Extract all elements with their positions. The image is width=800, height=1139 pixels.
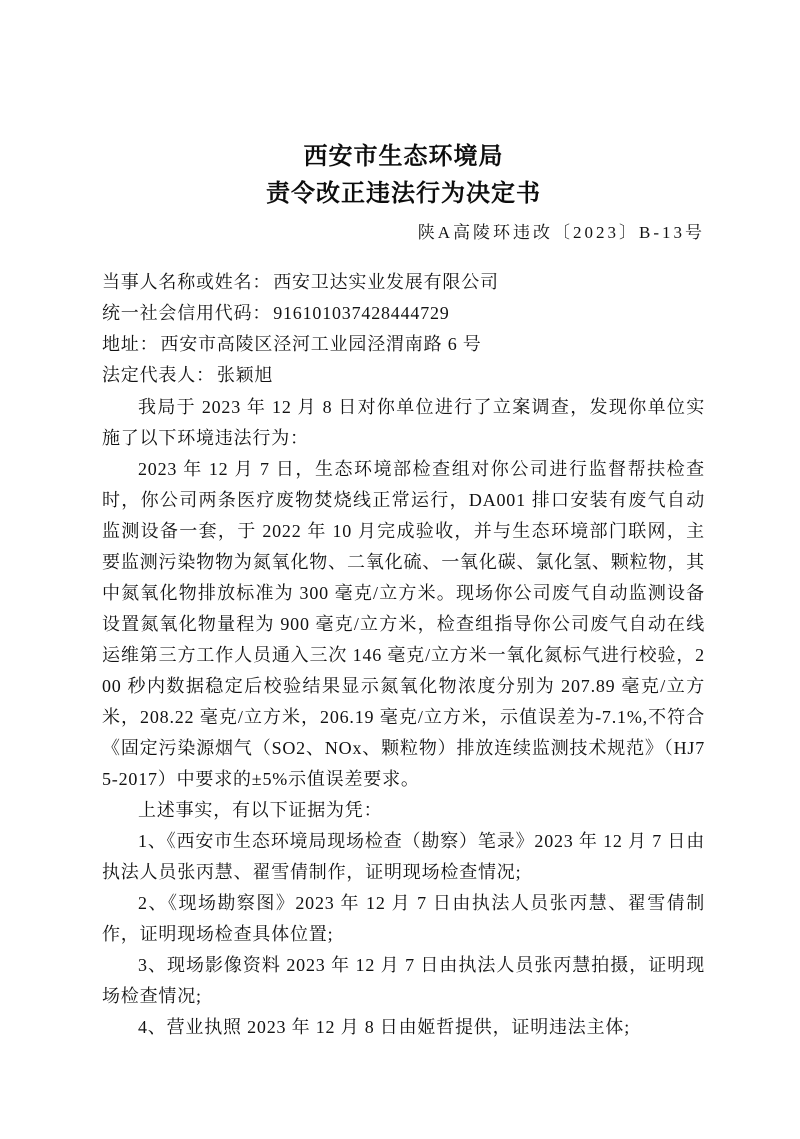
evidence-item-1: 1、《西安市生态环境局现场检查（勘察）笔录》2023 年 12 月 7 日由执法人员张丙慧、翟雪倩制作，证明现场检查情况; (102, 831, 705, 882)
evidence-item-2: 2、《现场勘察图》2023 年 12 月 7 日由执法人员张丙慧、翟雪倩制作，证明现场检查具体位置; (102, 893, 705, 944)
party-info-section (102, 267, 705, 391)
field-party-name (102, 267, 705, 298)
field-label: 当事人名称或姓名： (102, 272, 272, 292)
evidence-item-4: 4、营业执照 2023 年 12 月 8 日由姬哲提供，证明违法主体; (138, 1017, 630, 1037)
document-number: 陕A高陵环违改〔2023〕B-13号 (417, 223, 705, 242)
field-value: 张颖旭 (216, 365, 274, 385)
field-value: 西安市高陵区泾河工业园泾渭南路 6 号 (160, 334, 482, 354)
field-value: 916101037428444729 (273, 303, 450, 323)
field-label: 统一社会信用代码： (102, 303, 272, 323)
evidence-item-3: 3、现场影像资料 2023 年 12 月 7 日由执法人员张丙慧拍摄，证明现场检查情况; (102, 955, 705, 1006)
document-body (102, 392, 705, 1043)
field-label: 地址： (102, 334, 159, 354)
field-label: 法定代表人： (102, 365, 215, 385)
document-title (102, 138, 705, 212)
field-address (102, 329, 705, 360)
document-type-title: 责令改正违法行为决定书 (266, 180, 541, 207)
agency-name: 西安市生态环境局 (303, 143, 504, 170)
field-value: 西安卫达实业发展有限公司 (273, 272, 499, 292)
field-credit-code (102, 298, 705, 329)
body-paragraph-violation-facts: 2023 年 12 月 7 日，生态环境部检查组对你公司进行监督帮扶检查时，你公司两条医疗废物焚烧线正常运行，DA001 排口安装有废气自动监测设备一套，于 2022 年 10 月完成验收，并与生态环境部门联网，主要监测污染物物为氮氧化物、二氧化硫、一氧化碳、氯化氢、颗粒物，其中氮氧化物排放标准为 300 毫克/立方米。现场你公司废气自动监测设备设置氮氧化物量程为 900 毫克/立方米，检查组指导你公司废气自动在线运维第三方工作人员通入三次 146 毫克/立方米一氧化氮标气进行校验，200 秒内数据稳定后校验结果显示氮氧化物浓度分别为 207.89 毫克/立方米，208.22 毫克/立方米，206.19 毫克/立方米，示值误差为-7.1%,不符合《固定污染源烟气（SO2、NOx、颗粒物）排放连续监测技术规范》（HJ75-2017）中要求的±5%示值误差要求。 (102, 459, 705, 789)
field-legal-representative (102, 360, 705, 391)
body-paragraph-evidence-intro: 上述事实，有以下证据为凭： (138, 800, 383, 820)
body-paragraph-investigation: 我局于 2023 年 12 月 8 日对你单位进行了立案调查，发现你单位实施了以下环境违法行为： (102, 397, 705, 448)
